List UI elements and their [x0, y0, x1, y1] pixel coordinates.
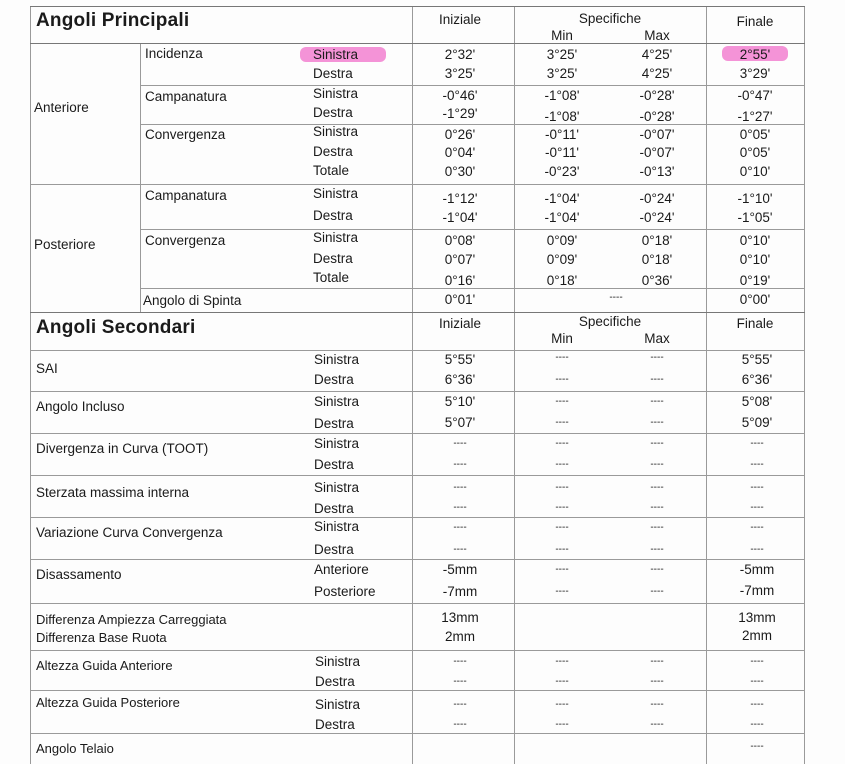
value-max: ---- — [650, 438, 664, 449]
value-finale: 6°36' — [741, 372, 773, 387]
value-iniziale: 5°07' — [444, 415, 476, 430]
value-finale: 2°55' — [739, 47, 771, 62]
rule-h — [30, 350, 805, 351]
value-iniziale: 0°30' — [444, 164, 476, 179]
value-finale: 0°10' — [739, 164, 771, 179]
col-header-max: Max — [644, 331, 670, 346]
side-label: Posteriore — [314, 584, 376, 599]
side-label: Sinistra — [314, 480, 360, 495]
value-max: ---- — [650, 374, 664, 385]
side-label: Destra — [313, 208, 353, 223]
rule-h — [30, 433, 805, 434]
value-max: ---- — [650, 676, 664, 687]
rule-h — [30, 43, 805, 44]
value-finale: 5°55' — [741, 352, 773, 367]
value-min: ---- — [555, 417, 569, 428]
value-finale: 3°29' — [739, 66, 771, 81]
value-finale: ---- — [750, 719, 764, 730]
rule-h — [30, 184, 805, 185]
group-label-posteriore: Posteriore — [34, 237, 96, 252]
value-iniziale: 2mm — [445, 629, 475, 644]
rule-h — [140, 124, 805, 125]
side-label: Destra — [314, 542, 354, 557]
side-label: Sinistra — [313, 86, 359, 101]
value-iniziale: 0°26' — [444, 127, 476, 142]
value-iniziale: -7mm — [442, 584, 478, 599]
param-label-toot: Divergenza in Curva (TOOT) — [36, 441, 209, 456]
value-iniziale: ---- — [453, 522, 467, 533]
value-finale: 13mm — [738, 610, 776, 625]
value-min: ---- — [555, 522, 569, 533]
param-label-carreggiata: Differenza Ampiezza Carreggiata — [36, 612, 227, 627]
value-finale: -1°27' — [737, 109, 773, 124]
value-min: ---- — [555, 719, 569, 730]
value-iniziale: -1°12' — [442, 191, 478, 206]
value-iniziale: -5mm — [442, 562, 478, 577]
value-iniziale: 2°32' — [444, 47, 476, 62]
value-iniziale: ---- — [453, 482, 467, 493]
param-label-angolo-di-spinta: Angolo di Spinta — [143, 293, 242, 308]
value-finale: ---- — [750, 741, 764, 752]
value-iniziale: 13mm — [441, 610, 479, 625]
value-iniziale: -0°46' — [442, 88, 478, 103]
side-label: Sinistra — [313, 124, 359, 139]
value-iniziale: 6°36' — [444, 372, 476, 387]
value-min: -0°23' — [544, 164, 580, 179]
param-label-sterzata: Sterzata massima interna — [36, 485, 190, 500]
side-label: Sinistra — [315, 697, 361, 712]
value-finale: 5°09' — [741, 415, 773, 430]
value-max: ---- — [650, 586, 664, 597]
side-label: Destra — [314, 416, 354, 431]
side-label: Destra — [313, 144, 353, 159]
value-max: ---- — [650, 719, 664, 730]
value-min: ---- — [555, 564, 569, 575]
value-max: 0°36' — [641, 273, 673, 288]
param-label-angolo-incluso: Angolo Incluso — [36, 399, 125, 414]
side-label: Destra — [315, 674, 355, 689]
value-finale: 5°08' — [741, 394, 773, 409]
rule-h — [30, 391, 805, 392]
value-iniziale: ---- — [453, 719, 467, 730]
value-min: -0°11' — [545, 127, 579, 142]
value-iniziale: 3°25' — [444, 66, 476, 81]
value-finale: -1°05' — [737, 210, 773, 225]
value-max: ---- — [650, 502, 664, 513]
col-header-iniziale: Iniziale — [438, 12, 482, 27]
value-iniziale: 0°07' — [444, 252, 476, 267]
section-title-secondari: Angoli Secondari — [36, 317, 196, 338]
value-max: ---- — [650, 482, 664, 493]
param-label-campanatura: Campanatura — [145, 89, 227, 104]
col-header-specifiche: Specifiche — [578, 11, 642, 26]
side-label: Totale — [313, 163, 350, 178]
value-max: -0°07' — [639, 127, 675, 142]
value-iniziale: 0°08' — [444, 233, 476, 248]
value-iniziale: ---- — [453, 656, 467, 667]
value-iniziale: ---- — [453, 438, 467, 449]
value-finale: ---- — [750, 656, 764, 667]
value-max: 0°18' — [641, 252, 673, 267]
param-label-sai: SAI — [36, 361, 58, 376]
value-min: -0°11' — [545, 145, 579, 160]
value-min: ---- — [555, 352, 569, 363]
side-label: Sinistra — [315, 654, 361, 669]
value-finale: ---- — [750, 482, 764, 493]
side-label: Destra — [313, 66, 353, 81]
value-min: ---- — [555, 396, 569, 407]
param-label-guida-anteriore: Altezza Guida Anteriore — [36, 658, 173, 673]
value-iniziale: -1°29' — [442, 106, 478, 121]
value-max: -0°28' — [639, 88, 675, 103]
value-finale: 0°19' — [739, 273, 771, 288]
side-label: Destra — [315, 717, 355, 732]
value-finale: -1°10' — [737, 191, 773, 206]
value-iniziale: ---- — [453, 676, 467, 687]
param-label-angolo-telaio: Angolo Telaio — [36, 741, 114, 756]
value-min: ---- — [555, 586, 569, 597]
side-label: Totale — [313, 270, 350, 285]
side-label: Destra — [313, 251, 353, 266]
value-max: -0°13' — [639, 164, 675, 179]
col-header-specifiche: Specifiche — [578, 314, 642, 329]
value-min: 3°25' — [546, 66, 578, 81]
side-label: Sinistra — [313, 230, 359, 245]
value-min: 3°25' — [546, 47, 578, 62]
value-finale: 2mm — [742, 628, 772, 643]
value-min: -1°04' — [544, 191, 580, 206]
value-iniziale: -1°04' — [442, 210, 478, 225]
param-label-incidenza: Incidenza — [145, 46, 203, 61]
col-header-min: Min — [551, 331, 573, 346]
rule-h — [30, 559, 805, 560]
side-label: Sinistra — [314, 394, 360, 409]
value-max: ---- — [650, 417, 664, 428]
value-finale: ---- — [750, 676, 764, 687]
value-finale: 0°00' — [739, 292, 771, 307]
value-min: -1°04' — [544, 210, 580, 225]
value-finale: -7mm — [739, 583, 775, 598]
rule-h — [30, 603, 805, 604]
value-max: ---- — [650, 564, 664, 575]
value-max: ---- — [650, 396, 664, 407]
value-min: ---- — [555, 482, 569, 493]
rule-h — [30, 6, 805, 7]
value-iniziale: 0°16' — [444, 273, 476, 288]
param-label-guida-posteriore: Altezza Guida Posteriore — [36, 695, 180, 710]
value-max: -0°24' — [639, 191, 675, 206]
param-label-disassamento: Disassamento — [36, 567, 122, 582]
value-max: -0°28' — [639, 109, 675, 124]
value-iniziale: 5°10' — [444, 394, 476, 409]
value-max: 4°25' — [641, 66, 673, 81]
value-min: ---- — [555, 374, 569, 385]
value-iniziale: ---- — [453, 502, 467, 513]
value-max: ---- — [650, 544, 664, 555]
rule-h — [30, 475, 805, 476]
rule-h — [30, 517, 805, 518]
param-label-variazione: Variazione Curva Convergenza — [36, 525, 223, 540]
side-label: Sinistra — [314, 436, 360, 451]
col-header-iniziale: Iniziale — [438, 316, 482, 331]
value-iniziale: 5°55' — [444, 352, 476, 367]
value-min: 0°09' — [546, 252, 578, 267]
value-iniziale: ---- — [453, 544, 467, 555]
value-min: 0°09' — [546, 233, 578, 248]
value-iniziale: 0°04' — [444, 145, 476, 160]
value-min: ---- — [555, 676, 569, 687]
side-label: Sinistra — [314, 352, 360, 367]
param-label-convergenza: Convergenza — [145, 127, 226, 142]
param-label-campanatura: Campanatura — [145, 188, 227, 203]
value-min: ---- — [555, 656, 569, 667]
value-max: ---- — [650, 699, 664, 710]
value-finale: ---- — [750, 502, 764, 513]
col-header-max: Max — [644, 28, 670, 43]
param-label-base-ruota: Differenza Base Ruota — [36, 630, 167, 645]
rule-h — [140, 288, 805, 289]
value-max: -0°07' — [639, 145, 675, 160]
value-min: ---- — [555, 699, 569, 710]
value-max: -0°24' — [639, 210, 675, 225]
value-min: -1°08' — [544, 109, 580, 124]
rule-h — [140, 85, 805, 86]
value-finale: 0°05' — [739, 127, 771, 142]
value-finale: -5mm — [739, 562, 775, 577]
side-label: Anteriore — [314, 562, 369, 577]
value-finale: ---- — [750, 544, 764, 555]
col-header-finale: Finale — [736, 316, 774, 331]
side-label: Sinistra — [314, 519, 360, 534]
rule-h — [30, 650, 805, 651]
value-iniziale: ---- — [453, 459, 467, 470]
value-max: 0°18' — [641, 233, 673, 248]
value-finale: -0°47' — [737, 88, 773, 103]
value-finale: ---- — [750, 522, 764, 533]
value-finale: 0°10' — [739, 252, 771, 267]
value-finale: 0°05' — [739, 145, 771, 160]
value-finale: ---- — [750, 699, 764, 710]
rule-h — [30, 690, 805, 691]
side-label: Destra — [314, 501, 354, 516]
section-title-principali: Angoli Principali — [36, 10, 190, 31]
value-iniziale: ---- — [453, 699, 467, 710]
value-finale: ---- — [750, 459, 764, 470]
value-max: ---- — [650, 522, 664, 533]
value-min: 0°18' — [546, 273, 578, 288]
side-label: Destra — [314, 457, 354, 472]
value-min: ---- — [555, 544, 569, 555]
value-min: ---- — [555, 459, 569, 470]
value-min: ---- — [555, 438, 569, 449]
side-label: Sinistra — [313, 47, 359, 62]
value-specifiche: ---- — [609, 292, 623, 303]
group-label-anteriore: Anteriore — [34, 100, 89, 115]
side-label: Destra — [313, 105, 353, 120]
value-min: -1°08' — [544, 88, 580, 103]
col-header-finale: Finale — [736, 14, 774, 29]
value-min: ---- — [555, 502, 569, 513]
side-label: Destra — [314, 372, 354, 387]
value-finale: ---- — [750, 438, 764, 449]
value-max: 4°25' — [641, 47, 673, 62]
param-label-convergenza: Convergenza — [145, 233, 226, 248]
side-label: Sinistra — [313, 186, 359, 201]
rule-h — [30, 312, 805, 313]
col-header-min: Min — [551, 28, 573, 43]
value-max: ---- — [650, 656, 664, 667]
value-iniziale: 0°01' — [444, 292, 476, 307]
value-finale: 0°10' — [739, 233, 771, 248]
rule-h — [140, 229, 805, 230]
value-max: ---- — [650, 459, 664, 470]
rule-h — [30, 733, 805, 734]
value-max: ---- — [650, 352, 664, 363]
